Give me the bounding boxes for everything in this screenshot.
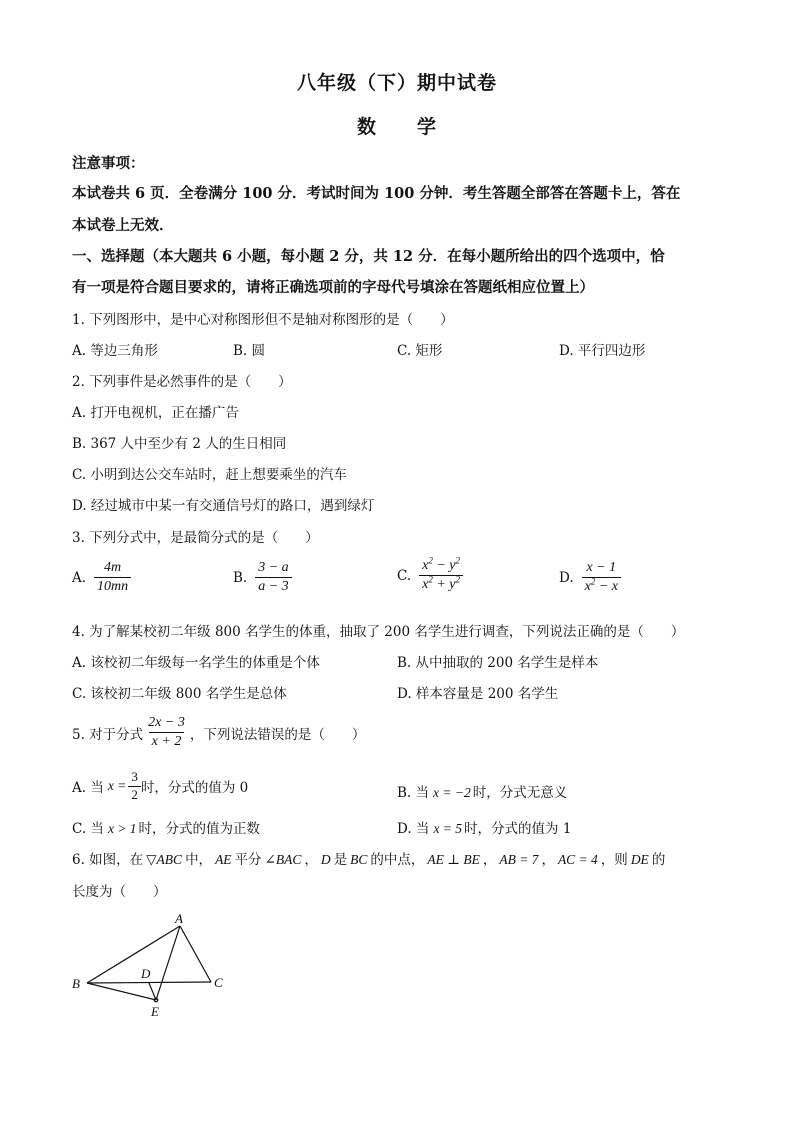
question-4-option-d: D. 样本容量是 200 名学生 [397, 686, 559, 702]
option-label: A. [72, 569, 87, 586]
question-5-stem [72, 715, 365, 750]
term: − y [432, 558, 456, 573]
segment-ac [180, 926, 211, 982]
option-label: D. [559, 569, 574, 586]
exponent: 2 [428, 555, 433, 566]
question-4-option-a: A. 该校初二年级每一名学生的体重是个体 [72, 655, 320, 671]
math: ∠BAC [264, 852, 302, 867]
question-4-option-c: C. 该校初二年级 800 名学生是总体 [72, 686, 287, 702]
exponent: 2 [455, 555, 461, 566]
fraction [145, 715, 188, 750]
option-label: C. [397, 567, 412, 584]
text: 6. 如图，在 [72, 852, 144, 868]
math-expression: x = −2 [433, 785, 471, 800]
stem-suffix: ，下列说法错误的是（ ） [189, 726, 366, 743]
question-1-option-a: A. 等边三角形 [72, 343, 158, 359]
denominator: 10mn [94, 577, 131, 595]
option-prefix: A. 当 [72, 780, 104, 797]
text: ， [482, 852, 497, 868]
question-2-option-c: C. 小明到达公交车站时，赶上想要乘坐的汽车 [72, 467, 347, 483]
denominator: 2 [128, 786, 141, 803]
fraction [582, 560, 621, 595]
math: BC [350, 852, 368, 867]
option-prefix: B. 当 [397, 785, 430, 801]
question-2-option-a: A. 打开电视机，正在播广告 [72, 405, 239, 421]
question-1-option-b: B. 圆 [233, 343, 266, 359]
question-5-option-a [72, 770, 248, 803]
math: AE ⊥ BE [427, 852, 480, 867]
text: 是 [333, 852, 348, 868]
segment-ab [87, 926, 180, 983]
question-3-option-d [559, 560, 621, 595]
option-suffix: 时，分式的值为 1 [464, 821, 572, 837]
option-suffix: 时，分式的值为 0 [140, 780, 249, 797]
text: 中， [185, 852, 213, 868]
text: 平分 [234, 852, 262, 868]
math-expression: x = 5 [433, 821, 463, 836]
numerator [419, 555, 463, 575]
notice-heading: 注意事项： [72, 155, 145, 172]
math-expression: x = [107, 778, 127, 794]
stem-prefix: 5. 对于分式 [72, 726, 144, 743]
label-e: E [151, 1004, 159, 1019]
text: 的中点， [370, 852, 425, 868]
math: ▽ABC [146, 852, 183, 867]
label-b: B [72, 976, 80, 991]
question-1-option-d: D. 平行四边形 [559, 343, 646, 359]
fraction [94, 560, 131, 595]
section-heading-line-1: 一、选择题（本大题共 6 小题，每小题 2 分，共 12 分．在每小题所给出的四个选项中，恰 [72, 248, 665, 265]
question-6-stem-line-1 [72, 848, 665, 868]
notice-line-2: 本试卷上无效． [72, 217, 174, 234]
denominator [419, 575, 463, 593]
question-3-stem: 3. 下列分式中，是最简分式的是（ ） [72, 530, 319, 546]
fraction [128, 770, 141, 803]
text: 的 [651, 852, 666, 868]
option-label: B. [233, 569, 248, 586]
math: AB = 7 [499, 852, 539, 867]
numerator: 3 [131, 769, 138, 784]
question-4-stem: 4. 为了解某校初二年级 800 名学生的体重，抽取了 200 名学生进行调查，下列说法正确的是（ ） [72, 624, 685, 640]
numerator: 4m [104, 560, 122, 575]
var-x: x [584, 579, 591, 595]
exponent: 2 [590, 576, 596, 587]
term: − x [595, 579, 619, 595]
figure-lines [87, 926, 211, 1002]
exponent: 2 [455, 574, 461, 585]
question-3-option-b [233, 560, 292, 595]
numerator: 3 − a [258, 560, 289, 575]
label-c: C [214, 975, 223, 990]
question-3-option-a [72, 560, 131, 595]
term: + y [432, 577, 456, 593]
question-5-option-c [72, 817, 260, 837]
question-2-stem: 2. 下列事件是必然事件的是（ ） [72, 374, 292, 390]
label-d: D [141, 966, 151, 981]
text: ， [541, 852, 555, 868]
text: ，则 [600, 852, 628, 868]
question-2-option-d: D. 经过城市中某一有交通信号灯的路口，遇到绿灯 [72, 498, 375, 514]
triangle-figure [65, 910, 245, 1025]
section-heading-line-2: 有一项是符合题目要求的，请将正确选项前的字母代号填涂在答题纸相应位置上） [72, 279, 594, 296]
question-1-stem: 1. 下列图形中，是中心对称图形但不是轴对称图形的是（ ） [72, 312, 454, 328]
text: ， [304, 852, 318, 868]
label-a: A [175, 911, 183, 926]
option-prefix: D. 当 [397, 821, 430, 837]
math: AE [215, 852, 232, 867]
denominator: x + 2 [149, 732, 185, 750]
fraction [255, 560, 291, 595]
question-5-option-d [397, 817, 571, 837]
question-2-option-b: B. 367 人中至少有 2 人的生日相同 [72, 436, 287, 452]
exponent: 2 [428, 574, 433, 585]
numerator: x − 1 [586, 560, 617, 575]
question-5-option-b [397, 781, 567, 801]
fraction [419, 555, 463, 593]
math: DE [630, 852, 649, 867]
denominator [582, 577, 621, 595]
question-6-stem-line-2: 长度为（ ） [72, 884, 167, 900]
question-3-option-c [397, 555, 463, 593]
math: AC = 4 [557, 852, 598, 867]
numerator: 2x − 3 [148, 715, 185, 730]
question-4-option-b: B. 从中抽取的 200 名学生是样本 [397, 655, 599, 671]
var-x: x [422, 558, 429, 573]
notice-line-1: 本试卷共 6 页．全卷满分 100 分．考试时间为 100 分钟．考生答题全部答在答题卡上，答在 [72, 185, 681, 202]
segment-ae [156, 926, 180, 1000]
var-x: x [422, 577, 429, 593]
math: D [320, 852, 331, 867]
denominator: a − 3 [255, 577, 291, 595]
question-1-option-c: C. 矩形 [397, 343, 443, 359]
subject-title: 数 学 [356, 116, 437, 138]
exam-title: 八年级（下）期中试卷 [296, 72, 497, 94]
option-prefix: C. 当 [72, 821, 104, 837]
segment-be [87, 983, 156, 1000]
option-suffix: 时，分式的值为正数 [138, 821, 261, 837]
math-expression: x > 1 [107, 821, 137, 836]
segment-de [149, 983, 156, 1000]
segment-bc [87, 982, 211, 983]
option-suffix: 时，分式无意义 [472, 785, 568, 801]
